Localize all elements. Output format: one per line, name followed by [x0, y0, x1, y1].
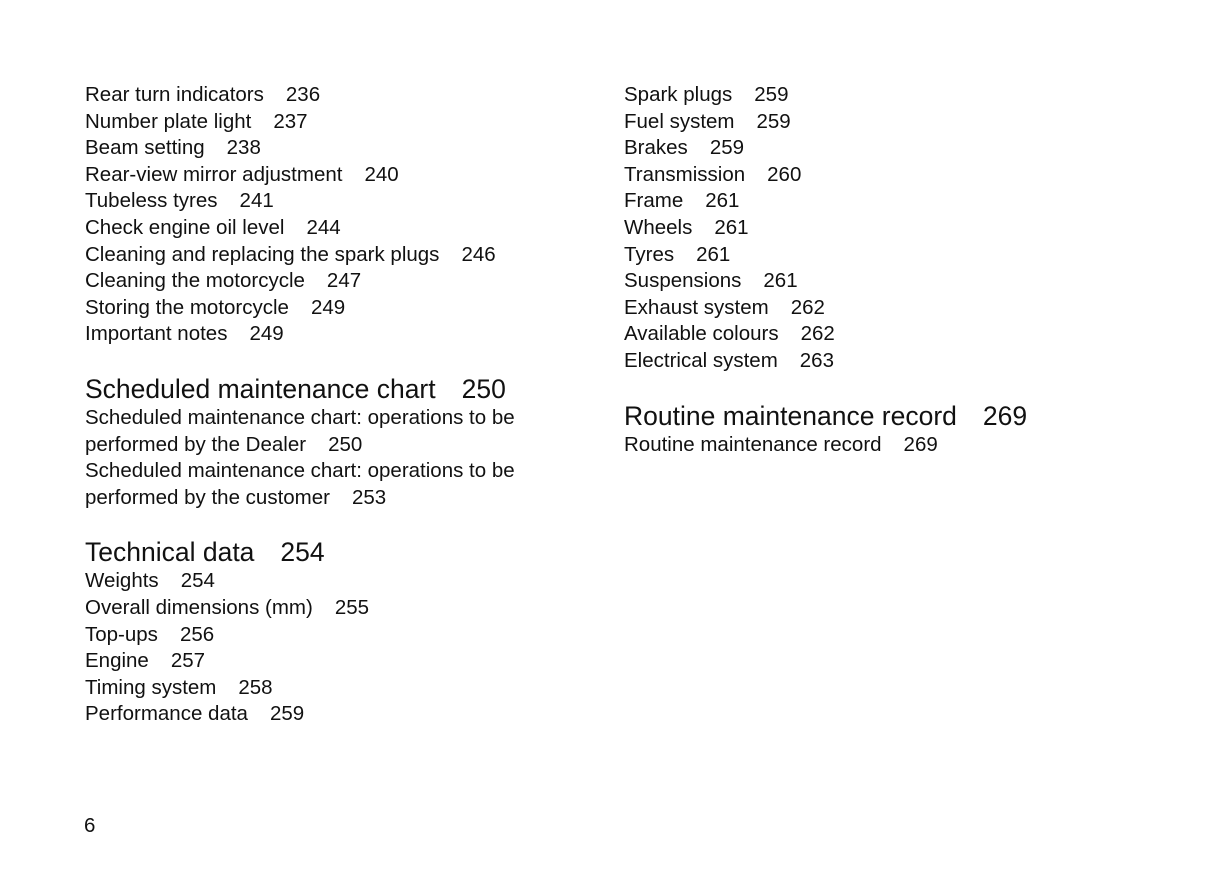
- toc-entry-title: Scheduled maintenance chart: operations to be performed by the customer: [85, 459, 515, 509]
- toc-entry-page: 255: [334, 595, 370, 619]
- toc-entry-title: Scheduled maintenance chart: operations to be performed by the Dealer: [85, 405, 515, 456]
- toc-entry[interactable]: [624, 432, 1144, 459]
- toc-entry-title: Top-ups: [85, 622, 158, 646]
- toc-entry-title: Timing system: [85, 675, 217, 699]
- toc-entry-title: Fuel system: [624, 109, 735, 133]
- toc-entry[interactable]: [85, 162, 585, 189]
- toc-entry-title: Available colours: [624, 322, 779, 346]
- toc-entry-page: 262: [800, 322, 835, 346]
- toc-right-column: [624, 82, 1144, 458]
- toc-entry-page: 254: [180, 569, 215, 593]
- toc-entry-page: 236: [285, 83, 321, 106]
- toc-entry[interactable]: [624, 109, 1144, 136]
- toc-entry-page: 259: [754, 83, 789, 106]
- toc-section-heading-scheduled-maintenance[interactable]: [85, 373, 585, 405]
- toc-entry[interactable]: [624, 268, 1144, 295]
- toc-section-heading-technical-data[interactable]: [85, 536, 585, 568]
- toc-entry-page: 260: [767, 162, 802, 186]
- toc-entry-page: 240: [364, 162, 399, 186]
- toc-entry-title: Rear-view mirror adjustment: [85, 162, 343, 186]
- toc-entry-title: Weights: [85, 569, 159, 593]
- toc-entry-page: 261: [714, 215, 749, 239]
- toc-entry-page: 262: [790, 295, 825, 319]
- toc-entry[interactable]: [624, 348, 1144, 375]
- toc-entry[interactable]: [85, 675, 585, 702]
- toc-entry-title: Suspensions: [624, 269, 742, 293]
- toc-entry-page: 258: [238, 675, 273, 699]
- toc-entry-title: Engine: [85, 649, 149, 673]
- toc-entry-page: 257: [170, 649, 206, 673]
- toc-entry-title: Tubeless tyres: [85, 189, 218, 213]
- toc-entry[interactable]: [85, 622, 585, 649]
- toc-entry-title: Performance data: [85, 702, 248, 726]
- toc-entry[interactable]: [624, 188, 1144, 215]
- toc-entry-title: Exhaust system: [624, 295, 769, 319]
- toc-entry-page: 261: [696, 242, 731, 266]
- toc-entry-page: 249: [310, 295, 346, 319]
- toc-entry-page: 244: [306, 215, 341, 239]
- section-heading-title: Scheduled maintenance chart: [85, 373, 436, 404]
- section-heading-title: Technical data: [85, 537, 255, 568]
- toc-entry-title: Frame: [624, 189, 684, 213]
- toc-entry[interactable]: [85, 109, 585, 136]
- toc-entry-title: Cleaning and replacing the spark plugs: [85, 242, 440, 266]
- toc-entry[interactable]: [85, 242, 585, 269]
- toc-entry-page: 237: [273, 109, 308, 133]
- toc-entry-title: Spark plugs: [624, 83, 733, 106]
- toc-entry-page: 259: [269, 702, 305, 726]
- toc-entry-title: Transmission: [624, 162, 746, 186]
- section-heading-title: Routine maintenance record: [624, 400, 957, 431]
- toc-entry-title: Overall dimensions (mm): [85, 595, 313, 619]
- toc-entry-title: Storing the motorcycle: [85, 295, 289, 319]
- toc-entry-title: Routine maintenance record: [624, 432, 882, 456]
- toc-entry-page: 246: [461, 242, 496, 266]
- section-heading-page: 250: [461, 373, 506, 404]
- toc-entry[interactable]: [624, 295, 1144, 322]
- toc-entry-title: Wheels: [624, 215, 693, 239]
- toc-entry-title: Electrical system: [624, 348, 778, 372]
- toc-entry-title: Beam setting: [85, 136, 205, 160]
- section-heading-page: 254: [280, 537, 325, 568]
- toc-entry[interactable]: [85, 321, 585, 348]
- toc-entry[interactable]: [624, 321, 1144, 348]
- toc-entry[interactable]: [85, 701, 585, 728]
- toc-entry-page: 259: [756, 109, 791, 133]
- toc-entry[interactable]: [85, 188, 585, 215]
- toc-entry-page: 241: [239, 189, 274, 213]
- toc-entry-title: Cleaning the motorcycle: [85, 269, 305, 293]
- toc-entry[interactable]: [85, 405, 565, 458]
- toc-section-heading-routine-maintenance[interactable]: [624, 400, 1144, 432]
- toc-entry[interactable]: [624, 215, 1144, 242]
- toc-entry-title: Number plate light: [85, 109, 252, 133]
- toc-entry[interactable]: [624, 135, 1144, 162]
- toc-entry[interactable]: [85, 268, 585, 295]
- toc-entry[interactable]: [85, 568, 585, 595]
- toc-entry-title: Tyres: [624, 242, 675, 266]
- toc-entry-page: 261: [763, 269, 798, 293]
- page-number: 6: [84, 814, 96, 837]
- toc-entry-page: 249: [249, 322, 284, 346]
- toc-entry-title: Important notes: [85, 322, 228, 346]
- section-heading-page: 269: [982, 400, 1028, 431]
- toc-entry-page: 261: [705, 189, 740, 213]
- toc-entry-page: 256: [179, 622, 215, 646]
- toc-entry-title: Rear turn indicators: [85, 83, 264, 106]
- toc-entry-page: 238: [226, 136, 261, 160]
- toc-entry-title: Brakes: [624, 136, 688, 160]
- toc-entry-page: 259: [709, 136, 745, 160]
- toc-entry[interactable]: [85, 82, 585, 109]
- toc-entry[interactable]: [85, 215, 585, 242]
- toc-entry[interactable]: [624, 82, 1144, 109]
- toc-entry-page: 253: [351, 485, 387, 509]
- toc-entry[interactable]: [624, 162, 1144, 189]
- toc-entry[interactable]: [624, 242, 1144, 269]
- toc-entry[interactable]: [85, 458, 565, 511]
- toc-entry[interactable]: [85, 135, 585, 162]
- toc-entry-page: 263: [799, 348, 834, 372]
- toc-entry[interactable]: [85, 595, 585, 622]
- toc-entry-title: Check engine oil level: [85, 215, 285, 239]
- toc-entry-page: 269: [903, 432, 938, 456]
- toc-entry-page: 250: [328, 432, 363, 456]
- toc-entry[interactable]: [85, 295, 585, 322]
- toc-left-column: [85, 82, 585, 728]
- toc-entry-page: 247: [326, 269, 362, 293]
- toc-entry[interactable]: [85, 648, 585, 675]
